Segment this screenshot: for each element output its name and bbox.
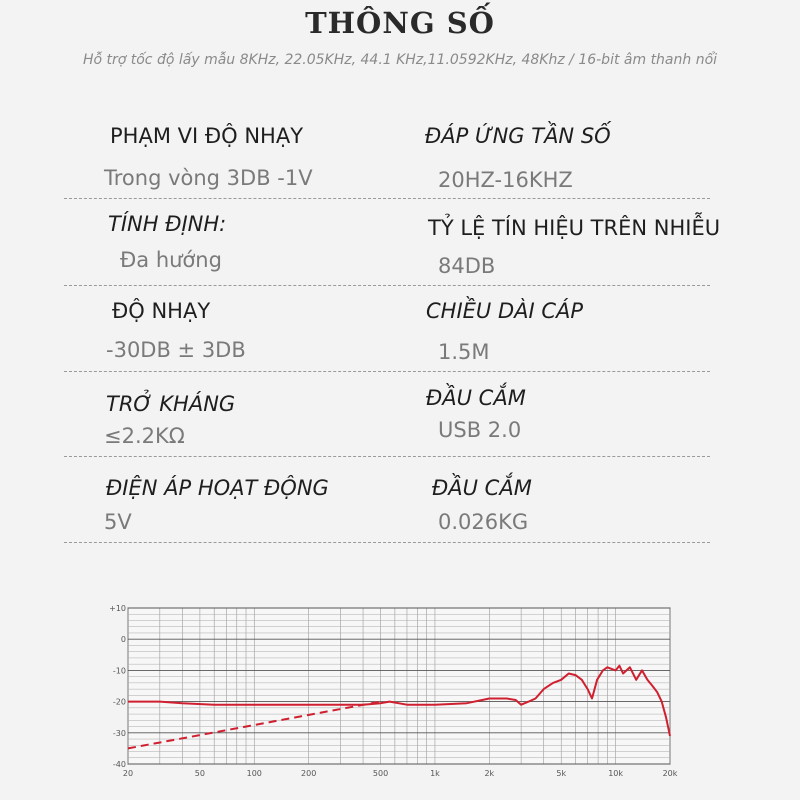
spec-label-frequency-response: ĐÁP ỨNG TẦN SỐ (425, 124, 611, 148)
spec-label-impedance: TRỞ KHÁNG (106, 392, 236, 416)
spec-label-operating-voltage: ĐIỆN ÁP HOẠT ĐỘNG (106, 476, 329, 500)
chart-y-tick-label: -40 (112, 760, 126, 769)
divider (64, 198, 710, 199)
spec-value-snr: 84DB (438, 254, 496, 278)
spec-value-frequency-response: 20HZ-16KHZ (438, 168, 573, 192)
spec-label-snr: TỶ LỆ TÍN HIỆU TRÊN NHIỄU (428, 216, 721, 240)
page-title: THÔNG SỐ (305, 6, 495, 40)
chart-x-tick-label: 50 (194, 769, 205, 778)
chart-y-tick-label: 0 (120, 635, 126, 645)
spec-label-connector: ĐẦU CẮM (426, 386, 526, 410)
spec-value-sensitivity-range: Trong vòng 3DB -1V (104, 166, 313, 190)
spec-label-cable-length: CHIỀU DÀI CÁP (426, 299, 584, 323)
spec-value-sensitivity: -30DB ± 3DB (106, 338, 246, 362)
chart-x-tick-label: 200 (301, 769, 317, 778)
divider (64, 542, 710, 543)
spec-value-directivity: Đa hướng (120, 248, 222, 272)
chart-y-tick-label: -10 (112, 666, 126, 676)
spec-label-sensitivity: ĐỘ NHẠY (112, 299, 211, 323)
chart-y-tick-label: -30 (112, 728, 126, 738)
chart-x-tick-label: 2k (484, 769, 495, 778)
chart-x-tick-label: 10k (608, 769, 624, 778)
chart-x-tick-label: 100 (246, 769, 262, 778)
page-subtitle: Hỗ trợ tốc độ lấy mẫu 8KHz, 22.05KHz, 44.1 KHz,11.0592KHz, 48Khz / 16-bit âm thanh nổi (82, 52, 718, 68)
chart-x-tick-label: 500 (372, 769, 389, 778)
divider (64, 285, 710, 286)
chart-y-tick-label: -20 (112, 697, 126, 707)
spec-label-directivity: TÍNH ĐỊNH: (108, 212, 227, 236)
divider (64, 371, 710, 372)
spec-value-weight: 0.026KG (438, 510, 529, 534)
divider (64, 456, 710, 457)
chart-y-tick-label: +10 (109, 604, 126, 613)
spec-label-sensitivity-range: PHẠM VI ĐỘ NHẠY (110, 124, 304, 148)
chart-x-tick-label: 20k (662, 769, 678, 778)
spec-value-impedance: ≤2.2KΩ (104, 424, 185, 448)
spec-label-connector-2: ĐẦU CẮM (432, 476, 532, 500)
chart-x-tick-label: 20 (122, 769, 134, 778)
spec-value-connector: USB 2.0 (438, 418, 522, 442)
frequency-response-chart (104, 598, 684, 786)
chart-x-tick-label: 1k (430, 769, 440, 778)
spec-value-operating-voltage: 5V (104, 510, 132, 534)
chart-x-tick-label: 5k (556, 769, 567, 778)
spec-value-cable-length: 1.5M (438, 340, 490, 364)
chart-plot-area (128, 608, 670, 764)
